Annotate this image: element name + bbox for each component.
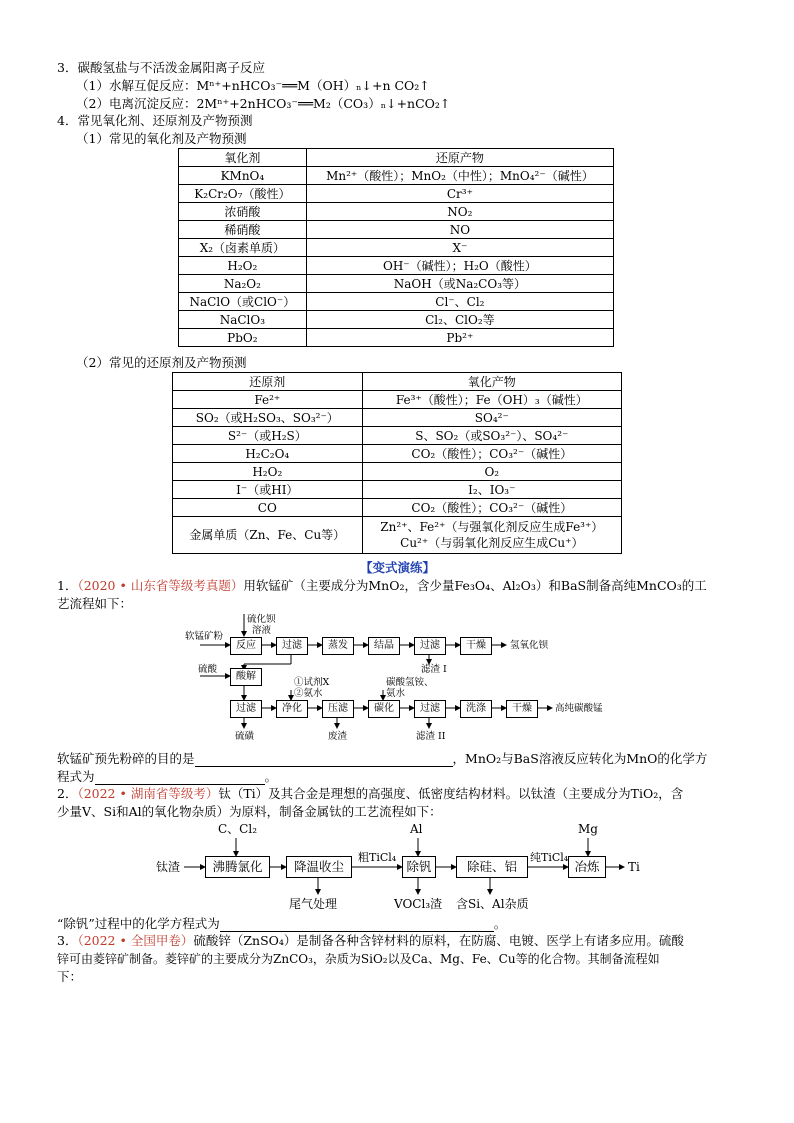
table-cell: X₂（卤素单质） — [179, 239, 307, 257]
flow-node-boiling-chlorination: 沸腾氯化 — [205, 856, 270, 878]
q1-question-text: 软锰矿预先粉碎的目的是 — [57, 751, 195, 766]
flow-label-sulfur: 硫磺 — [235, 731, 255, 742]
table-cell: Na₂O₂ — [179, 275, 307, 293]
q2-text: 钛（Ti）及其合金是理想的高强度、低密度结构材料。以钛渣（主要成分为TiO₂，含 — [218, 786, 684, 801]
sec3-line1: （1）水解互促反应：Mⁿ⁺+nHCO₃⁻══M（OH）ₙ↓+n CO₂↑ — [76, 78, 430, 93]
table-cell: NO₂ — [306, 203, 613, 221]
table-cell: 稀硝酸 — [179, 221, 307, 239]
flow-label-residue2: 滤渣 II — [416, 731, 446, 742]
flow-node-filter: 过滤 — [230, 700, 262, 718]
q1-question-text: ，MnO₂与BaS溶液反应转化为MnO的化学方 — [452, 751, 708, 766]
q1-question-text: 程式为 — [57, 769, 95, 784]
q3-line3: 下： — [57, 969, 83, 984]
q2-number: 2． — [57, 786, 78, 801]
flow-label-ammonia: ②氨水 — [294, 688, 323, 699]
flow-label-vocl3: VOCl₃渣 — [394, 897, 443, 911]
sec3-line2: （2）电离沉淀反应：2Mⁿ⁺+2nHCO₃⁻══M₂（CO₃）ₙ↓+nCO₂↑ — [76, 96, 451, 111]
table-cell: OH⁻（碱性）；H₂O（酸性） — [306, 257, 613, 275]
q1-text: 用软锰矿（主要成分为MnO₂，含少量Fe₃O₄、Al₂O₃）和BaS制备高纯MnCO₃的工 — [243, 578, 707, 593]
flow-label-ore: 软锰矿粉 — [185, 631, 224, 642]
table-cell: K₂Cr₂O₇（酸性） — [179, 185, 307, 203]
table-cell: Pb²⁺ — [306, 329, 613, 347]
table-header-cell: 氧化产物 — [362, 373, 621, 391]
table-cell-line: Cu²⁺（与弱氧化剂反应生成Cu⁺） — [400, 536, 584, 550]
q2-answer-blank[interactable] — [220, 915, 494, 932]
flow-label-bas: 硫化钡 — [247, 614, 276, 625]
flow-label-waste: 废渣 — [328, 731, 348, 742]
table-cell: CO₂（酸性）；CO₃²⁻（碱性） — [362, 499, 621, 517]
flow-node-dry: 干燥 — [506, 700, 538, 718]
table-cell: 浓硝酸 — [179, 203, 307, 221]
flow-node-carbonize: 碳化 — [368, 700, 400, 718]
table-cell: SO₂（或H₂SO₃、SO₃²⁻） — [173, 409, 363, 427]
flow-node-filter: 过滤 — [276, 637, 308, 655]
flow-node-purify: 净化 — [276, 700, 308, 718]
q1-source: （2020 • 山东省等级考真题） — [77, 578, 244, 593]
flow-node-filter: 过滤 — [414, 637, 446, 655]
sec4-sub2: （2）常见的还原剂及产物预测 — [76, 355, 247, 370]
sec3-title: 3．碳酸氢盐与不活泼金属阳离子反应 — [57, 60, 265, 75]
flow-label-mg: Mg — [578, 822, 598, 836]
table-cell: H₂O₂ — [173, 463, 363, 481]
table-cell: Fe²⁺ — [173, 391, 363, 409]
flow-label-reagent-x: ①试剂X — [294, 677, 330, 688]
table-header-cell: 氧化剂 — [179, 149, 307, 167]
flow-label-crude-ticl4: 粗TiCl₄ — [358, 851, 397, 864]
q1-question-end: 。 — [264, 769, 278, 784]
q3-number: 3． — [57, 933, 78, 948]
flow-label-pure-ticl4: 纯TiCl₄ — [530, 851, 569, 864]
table-cell: Fe³⁺（酸性）；Fe（OH）₃（碱性） — [362, 391, 621, 409]
table-cell: SO₄²⁻ — [362, 409, 621, 427]
table-cell: NaClO₃ — [179, 311, 307, 329]
q2-line2: 少量V、Si和Al的氧化物杂质）为原料，制备金属钛的工艺流程如下： — [57, 804, 442, 819]
flow-label-ammonium-bicarbonate: 碳酸氢铵、 — [386, 677, 434, 688]
table-cell: Mn²⁺（酸性）；MnO₂（中性）；MnO₄²⁻（碱性） — [306, 167, 613, 185]
flow-label-tail-gas: 尾气处理 — [289, 897, 338, 911]
table-cell: O₂ — [362, 463, 621, 481]
table-cell: 金属单质（Zn、Fe、Cu等） — [173, 517, 363, 554]
flow-node-remove-si-al: 除硅、铝 — [456, 856, 528, 878]
q2-question — [57, 915, 506, 932]
flow-label-residue1: 滤渣 I — [421, 664, 447, 675]
table-cell: S、SO₂（或SO₃²⁻）、SO₄²⁻ — [362, 427, 621, 445]
table-cell: H₂C₂O₄ — [173, 445, 363, 463]
flow-node-smelt: 冶炼 — [568, 856, 606, 878]
sec4-sub1: （1）常见的氧化剂及产物预测 — [76, 131, 247, 146]
q3-source: （2022 • 全国甲卷） — [77, 933, 194, 948]
flow-node-acid-dissolve: 酸解 — [230, 668, 262, 686]
flow-label-si-al-impurity: 含Si、Al杂质 — [456, 897, 529, 911]
flow-output-label: Ti — [628, 860, 640, 874]
table-header-cell: 还原产物 — [306, 149, 613, 167]
flow-label-c-cl2: C、Cl₂ — [218, 822, 258, 836]
table-cell: KMnO₄ — [179, 167, 307, 185]
sec4-title: 4．常见氧化剂、还原剂及产物预测 — [57, 113, 253, 128]
flow-label-product: 高纯碳酸锰 — [555, 703, 603, 714]
table-cell-line: Zn²⁺、Fe²⁺（与强氧化剂反应生成Fe³⁺） — [380, 520, 604, 534]
table-cell: NaClO（或ClO⁻） — [179, 293, 307, 311]
table-cell: H₂O₂ — [179, 257, 307, 275]
table-cell: NO — [306, 221, 613, 239]
table-cell: I₂、IO₃⁻ — [362, 481, 621, 499]
q2-source: （2022 • 湖南省等级考） — [77, 786, 219, 801]
q3-text: 硫酸锌（ZnSO₄）是制备各种含锌材料的原料，在防腐、电镀、医学上有诸多应用。硫酸 — [193, 933, 684, 948]
table-cell: S²⁻（或H₂S） — [173, 427, 363, 445]
practice-header: 【变式演练】 — [360, 560, 436, 575]
flow-label-acid: 硫酸 — [198, 664, 218, 675]
table-cell: Cr³⁺ — [306, 185, 613, 203]
flow-node-reaction: 反应 — [230, 637, 262, 655]
table-cell: Cl₂、ClO₂等 — [306, 311, 613, 329]
table-cell: NaOH（或Na₂CO₃等） — [306, 275, 613, 293]
q1-number: 1． — [57, 578, 78, 593]
q3-line2: 锌可由菱锌矿制备。菱锌矿的主要成分为ZnCO₃，杂质为SiO₂以及Ca、Mg、Fe、Cu等的化合物。其制备流程如 — [57, 952, 660, 966]
flow-label-bas-solution: 溶液 — [252, 625, 272, 636]
q2-question-end: 。 — [493, 916, 507, 931]
flow-node-dry: 干燥 — [460, 637, 492, 655]
table-header-cell: 还原剂 — [173, 373, 363, 391]
flow-label-ammonia-water: 氨水 — [386, 688, 406, 699]
flow-label-bariumhydroxide: 氢氧化钡 — [510, 640, 549, 651]
q3-line1 — [57, 933, 684, 949]
flow-node-filter: 过滤 — [414, 700, 446, 718]
table-cell: X⁻ — [306, 239, 613, 257]
table-cell: I⁻（或HI） — [173, 481, 363, 499]
flow-input-label: 钛渣 — [156, 860, 181, 874]
flow-node-crystallize: 结晶 — [368, 637, 400, 655]
table-cell: CO — [173, 499, 363, 517]
q1-line2: 艺流程如下： — [57, 596, 133, 611]
q2-question-text: “除钒”过程中的化学方程式为 — [57, 916, 220, 931]
flow-node-evaporate: 蒸发 — [322, 637, 354, 655]
table-cell: Cl⁻、Cl₂ — [306, 293, 613, 311]
table-cell: PbO₂ — [179, 329, 307, 347]
flow-node-cooling-dust: 降温收尘 — [286, 856, 352, 878]
flow-node-press-filter: 压滤 — [322, 700, 354, 718]
flow-label-al: Al — [410, 822, 423, 836]
table-cell: CO₂（酸性）；CO₃²⁻（碱性） — [362, 445, 621, 463]
flow-node-remove-vanadium: 除钒 — [402, 856, 436, 878]
flow-node-wash: 洗涤 — [460, 700, 492, 718]
